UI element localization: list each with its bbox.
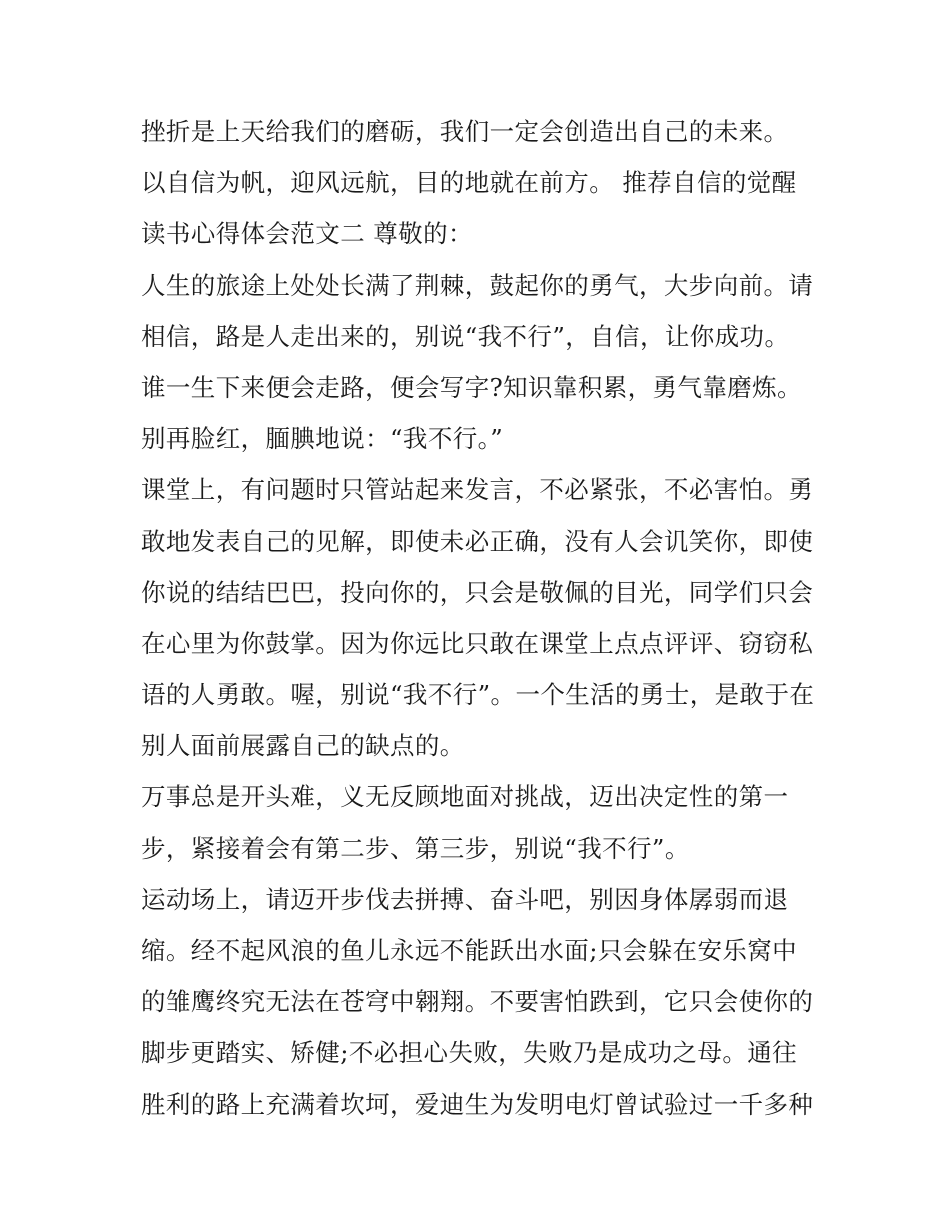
text-line: 缩。经不起风浪的鱼儿永远不能跃出水面;只会躲在安乐窝中 — [141, 936, 798, 965]
text-line: 人生的旅途上处处长满了荆棘，鼓起你的勇气，大步向前。请 — [141, 270, 814, 300]
text-line: 的雏鹰终究无法在苍穹中翱翔。不要害怕跌到，它只会使你的 — [141, 987, 814, 1017]
text-line: 以自信为帆，迎风远航，目的地就在前方。 推荐自信的觉醒 — [141, 168, 797, 198]
text-line: 相信，路是人走出来的，别说“我不行”，自信，让你成功。 — [141, 321, 790, 351]
text-line: 脚步更踏实、矫健;不必担心失败，失败乃是成功之母。通往 — [141, 1038, 798, 1068]
text-line: 挫折是上天给我们的磨砺，我们一定会创造出自己的未来。 — [141, 117, 789, 146]
text-line: 课堂上，有问题时只管站起来发言，不必紧张，不必害怕。勇 — [141, 475, 814, 505]
text-line: 敢地发表自己的见解，即使未必正确，没有人会讥笑你，即使 — [141, 526, 814, 556]
text-line: 别再脸红，腼腆地说：“我不行。” — [141, 424, 504, 454]
text-line: 运动场上，请迈开步伐去拼搏、奋斗吧，别因身体孱弱而退 — [141, 884, 789, 914]
text-line: 别人面前展露自己的缺点的。 — [141, 731, 465, 761]
text-line: 语的人勇敢。喔，别说“我不行”。一个生活的勇士，是敢于在 — [141, 680, 815, 710]
text-line: 步，紧接着会有第二步、第三步，别说“我不行”。 — [141, 833, 690, 863]
document-text-body — [141, 106, 821, 1130]
text-line: 在心里为你鼓掌。因为你远比只敢在课堂上点点评评、窃窃私 — [141, 628, 814, 658]
text-line: 读书心得体会范文二 尊敬的： — [141, 219, 473, 249]
text-line: 谁一生下来便会走路，便会写字?知识靠积累，勇气靠磨炼。 — [141, 372, 802, 402]
text-line: 万事总是开头难，义无反顾地面对挑战，迈出决定性的第一 — [141, 782, 789, 812]
text-line: 你说的结结巴巴，投向你的，只会是敬佩的目光，同学们只会 — [141, 577, 814, 607]
text-line: 胜利的路上充满着坎坷，爱迪生为发明电灯曾试验过一千多种 — [141, 1089, 814, 1119]
